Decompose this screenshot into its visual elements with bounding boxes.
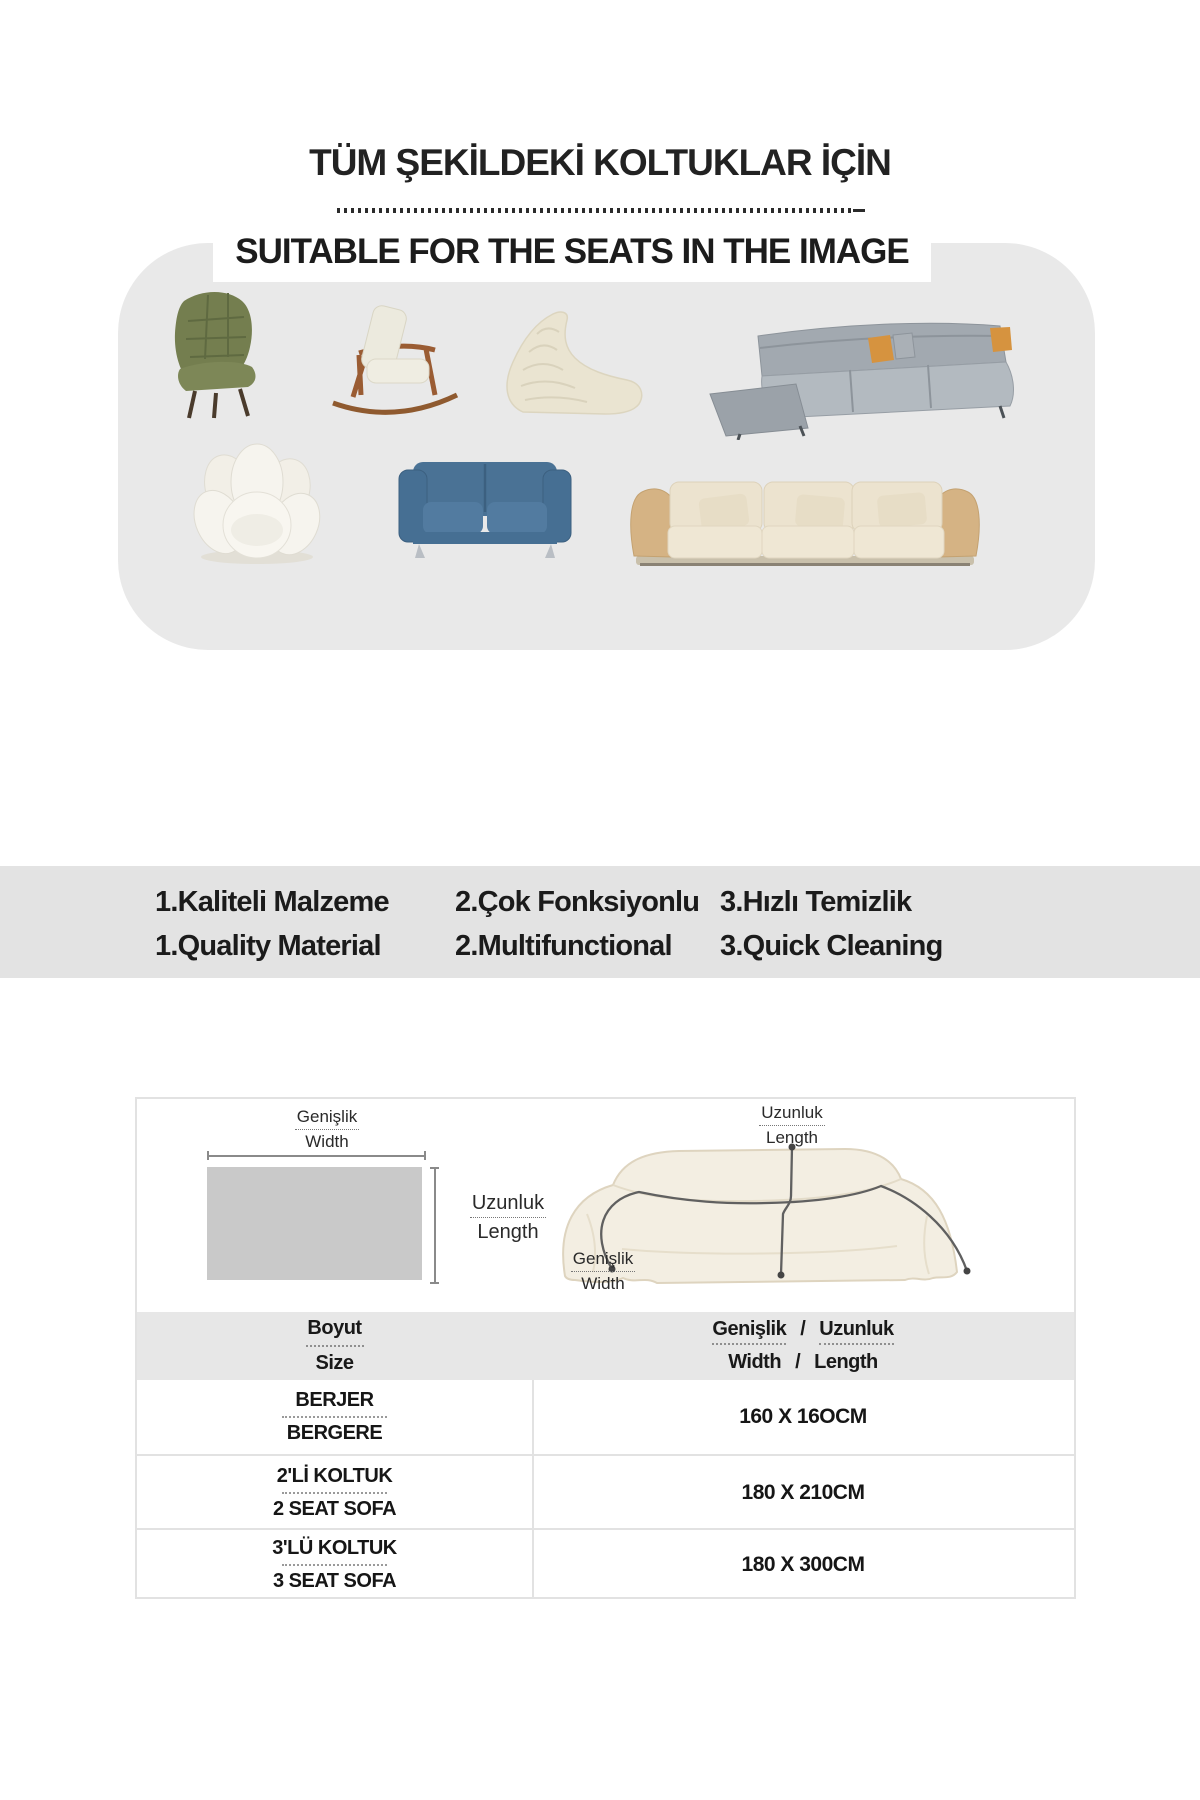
sofa-width-label <box>557 1247 649 1296</box>
header-uzunluk: Uzunluk <box>819 1316 893 1345</box>
header-length: Length <box>814 1351 878 1373</box>
cream-sofa-image <box>620 450 990 580</box>
sofa-width-label-tr: Genişlik <box>571 1247 635 1272</box>
row-label-3seat <box>137 1530 532 1599</box>
row-label-2seat-en: 2 SEAT SOFA <box>272 1498 397 1520</box>
header-size-column <box>137 1312 532 1380</box>
sectional-sofa-image <box>700 310 1030 440</box>
fabric-swatch <box>207 1167 422 1280</box>
table-row-2seat <box>137 1454 1074 1530</box>
furniture-showcase-panel <box>118 243 1095 650</box>
header-slash-top: / <box>800 1318 806 1340</box>
divider-end-dash <box>853 209 865 212</box>
feature-multifunctional-en: 2.Multifunctional <box>455 930 672 962</box>
feature-multifunctional-tr: 2.Çok Fonksiyonlu <box>455 886 700 918</box>
header-genislik: Genişlik <box>712 1316 786 1345</box>
page-title-turkish: TÜM ŞEKİLDEKİ KOLTUKLAR İÇİN <box>309 142 891 183</box>
english-title-box <box>213 222 931 282</box>
vertical-measure-line <box>430 1167 439 1284</box>
row-separator <box>282 1416 387 1418</box>
feature-cleaning-tr: 3.Hızlı Temizlik <box>720 886 912 918</box>
feature-quality-tr: 1.Kaliteli Malzeme <box>155 886 389 918</box>
row-label-3seat-tr: 3'LÜ KOLTUK <box>272 1536 397 1559</box>
page-title-english: SUITABLE FOR THE SEATS IN THE IMAGE <box>235 232 909 271</box>
fabric-width-label <box>267 1105 387 1154</box>
feature-cleaning-en: 3.Quick Cleaning <box>720 930 943 962</box>
feature-cleaning <box>720 880 943 968</box>
rocking-chair-image <box>315 295 475 420</box>
fabric-width-label-tr: Genişlik <box>295 1105 359 1130</box>
sofa-length-label <box>737 1101 847 1150</box>
horizontal-measure-line <box>207 1151 426 1160</box>
row-value-2seat: 180 X 210CM <box>741 1481 865 1504</box>
feature-quality <box>155 880 389 968</box>
fabric-length-label-en: Length <box>477 1221 539 1243</box>
table-row-3seat <box>137 1528 1074 1599</box>
row-value-bergere: 160 X 16OCM <box>739 1405 867 1428</box>
header-width: Width <box>728 1351 782 1373</box>
header-dimensions-column <box>532 1312 1074 1380</box>
row-label-bergere-en: BERGERE <box>286 1422 383 1444</box>
row-label-2seat <box>137 1456 532 1530</box>
sofa-width-label-en: Width <box>581 1274 625 1293</box>
row-separator <box>282 1564 387 1566</box>
sofa-length-label-tr: Uzunluk <box>759 1101 824 1126</box>
pumpkin-chair-image <box>185 430 330 565</box>
header-size: Size <box>315 1352 354 1374</box>
feature-quality-en: 1.Quality Material <box>155 930 381 962</box>
header-slash-bottom: / <box>795 1351 801 1373</box>
header-dotted-separator <box>306 1345 364 1347</box>
size-guide-panel <box>135 1097 1076 1599</box>
feature-multifunctional <box>455 880 699 968</box>
features-band <box>0 866 1200 978</box>
green-armchair-image <box>150 287 290 422</box>
dotted-divider <box>337 208 851 213</box>
row-separator <box>282 1492 387 1494</box>
fabric-width-label-en: Width <box>305 1132 349 1151</box>
sofa-length-label-en: Length <box>766 1128 818 1147</box>
header-boyut: Boyut <box>307 1317 362 1339</box>
table-row-bergere <box>137 1380 1074 1454</box>
size-table-header <box>137 1312 1074 1380</box>
blue-sofa-image <box>395 440 575 565</box>
row-label-bergere-tr: BERJER <box>295 1389 374 1411</box>
row-value-3seat: 180 X 300CM <box>741 1552 865 1576</box>
row-label-3seat-en: 3 SEAT SOFA <box>272 1569 397 1592</box>
fireside-chair-image <box>495 300 655 420</box>
row-label-2seat-tr: 2'Lİ KOLTUK <box>276 1465 393 1487</box>
row-label-bergere <box>137 1380 532 1454</box>
fabric-length-label-tr: Uzunluk <box>470 1189 546 1218</box>
